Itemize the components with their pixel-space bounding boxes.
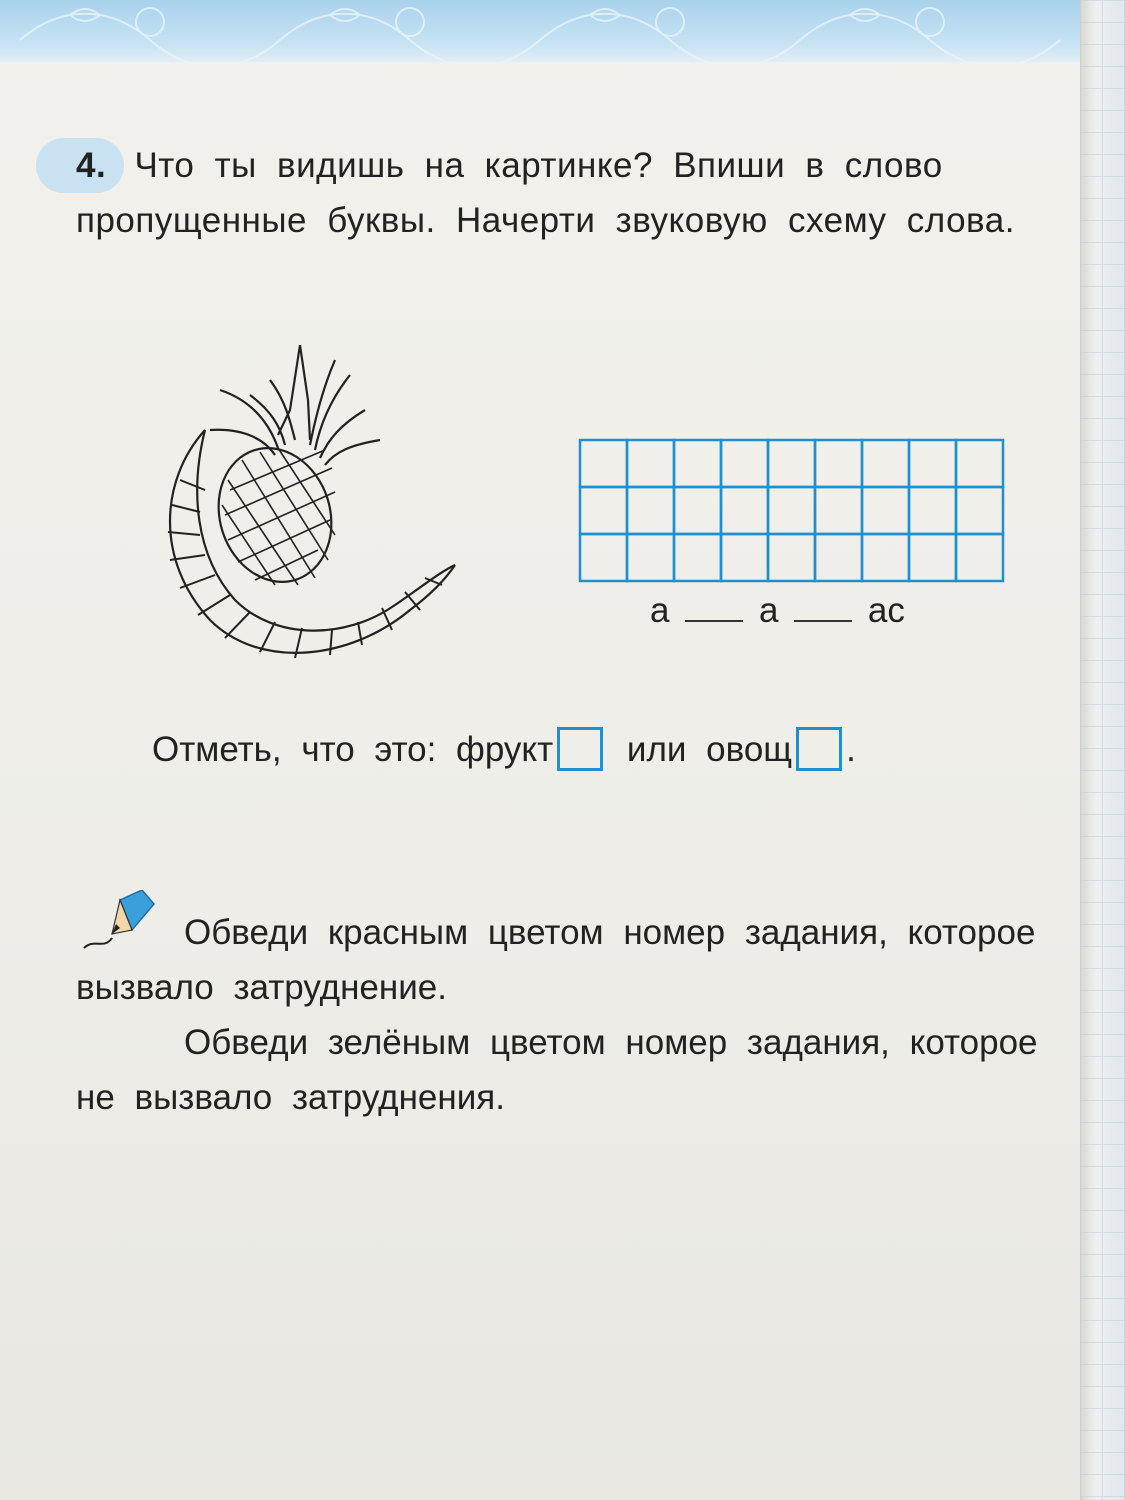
scheme-cell[interactable] [627,487,674,534]
scheme-cell[interactable] [721,534,768,581]
word-part-1: а [650,591,670,630]
scheme-cell[interactable] [909,487,956,534]
scheme-cell[interactable] [721,440,768,487]
reflection-red: Обведи красным цветом номер задания, которое вызвало затруднение. [76,913,1036,1007]
reflection-green: Обведи зелёным цветом номер задания, которое не вызвало затруднения. [76,1023,1038,1117]
scheme-cell[interactable] [909,534,956,581]
word-part-3: ас [867,591,905,630]
fruit-checkbox[interactable] [557,727,603,771]
missing-letters-word [650,590,905,631]
scheme-cell[interactable] [768,534,815,581]
word-part-2: а [758,591,779,630]
mark-suffix: . [846,730,856,769]
vegetable-checkbox[interactable] [796,727,842,771]
pineapple-illustration [150,340,460,680]
scheme-cell[interactable] [768,487,815,534]
scheme-cell[interactable] [815,487,862,534]
grid-paper-edge [1080,0,1125,1500]
scheme-cell[interactable] [956,487,1003,534]
vegetable-label: овощ [706,730,793,769]
task-instruction: Что ты видишь на картинке? Впиши в слово пропущенные буквы. Начерти звуковую схему слова. [76,146,1015,240]
scheme-cell[interactable] [862,534,909,581]
self-assessment-instructions [76,905,1046,1125]
scheme-cell[interactable] [815,440,862,487]
scheme-cell[interactable] [956,534,1003,581]
letter-blank-2[interactable] [794,590,852,622]
scheme-cell[interactable] [674,440,721,487]
scheme-cell[interactable] [580,487,627,534]
scheme-cell[interactable] [862,487,909,534]
scheme-cell[interactable] [768,440,815,487]
scheme-cell[interactable] [721,487,768,534]
scheme-cell[interactable] [674,534,721,581]
fruit-or-vegetable-question [152,730,856,771]
fruit-label: фрукт [456,730,554,769]
scheme-cell[interactable] [627,534,674,581]
sound-scheme-grid[interactable] [578,438,1008,586]
scheme-cell[interactable] [627,440,674,487]
scheme-cell[interactable] [909,440,956,487]
task-number-badge[interactable]: 4. [36,138,124,193]
header-ornament [0,0,1080,62]
letter-blank-1[interactable] [685,590,743,622]
scheme-cell[interactable] [580,534,627,581]
or-label: или [626,730,687,769]
mark-prefix: Отметь, что это: [152,730,437,769]
scheme-cell[interactable] [815,534,862,581]
scheme-cell[interactable] [956,440,1003,487]
scheme-cell[interactable] [674,487,721,534]
task-4 [76,138,1026,248]
scheme-cell[interactable] [580,440,627,487]
scheme-cell[interactable] [862,440,909,487]
